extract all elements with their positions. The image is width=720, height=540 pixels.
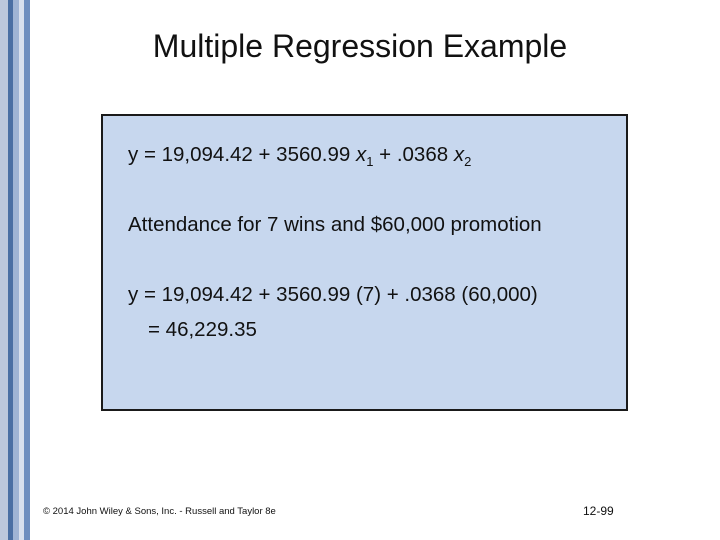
- copyright-footer: © 2014 John Wiley & Sons, Inc. - Russell and Taylor 8e: [43, 506, 276, 517]
- result-line: = 46,229.35: [148, 318, 257, 341]
- slide-title: Multiple Regression Example: [152, 28, 568, 64]
- subscript-2: 2: [464, 154, 472, 169]
- variable-x1: x: [355, 143, 367, 166]
- stripe: [0, 0, 8, 540]
- equation-prefix: y = 19,094.42 + 3560.99: [128, 143, 356, 166]
- page-number: 12-99: [583, 504, 614, 518]
- equation-middle: + .0368: [373, 143, 454, 166]
- computation-line: y = 19,094.42 + 3560.99 (7) + .0368 (60,000): [128, 283, 538, 306]
- equation-box: [101, 114, 628, 411]
- subscript-1: 1: [366, 154, 374, 169]
- stripe: [24, 0, 30, 540]
- variable-x2: x: [453, 143, 465, 166]
- attendance-description: Attendance for 7 wins and $60,000 promotion: [128, 213, 542, 236]
- regression-equation: [128, 143, 471, 167]
- side-decoration-stripes: [0, 0, 30, 540]
